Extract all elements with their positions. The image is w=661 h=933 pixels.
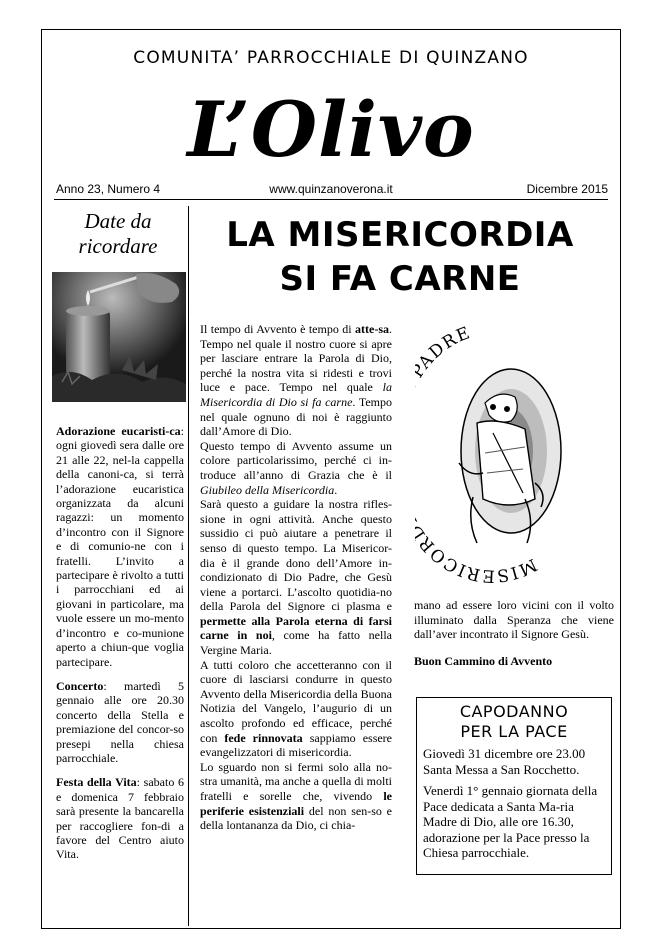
- article-column-1: [200, 322, 392, 833]
- article-paragraph: Sarà questo a guidare la nostra rifles-sione in ogni attività. Anche questo sussidio ci può aiutare a penetrare il senso di questo tempo. La Misericor-dia è il grande dono dell’Amore in-condizionato di Dio Padre, che Gesù viene a portarci. L’ascolto quotidia-no della Parola del Signore ci plasma e permette alla Parola eterna di farsi carne in noi, come ha fatto nella Vergine Maria.: [200, 497, 392, 658]
- community-header: COMUNITA’ PARROCCHIALE DI QUINZANO: [133, 48, 529, 68]
- sidebar-events: [56, 424, 184, 872]
- event-festa-vita: Festa della Vita: sabato 6 e domenica 7 febbraio sarà presente la bancarella per raccogliere fon-di a favore del Centro aiuto Vita.: [56, 775, 184, 862]
- capodanno-paragraph: Venerdì 1° gennaio giornata della Pace dedicata a Santa Ma-ria Madre di Dio, alle ore 16.30, adorazione per la Pace presso la Chiesa parrocchiale.: [423, 783, 598, 860]
- article-column-2: [414, 598, 614, 668]
- logo-ring-text: MISERICOR ADRE: [415, 322, 540, 583]
- sidebar-dates: [48, 206, 189, 926]
- article-closing: Buon Cammino di Avvento: [414, 653, 553, 668]
- event-adorazione: Adorazione eucaristi-ca: ogni giovedì sera dalle ore 21 alle 22, nel-la cappella della canoni-ca, si terrà l’adorazione eucaristica organizzata da alcuni ragazzi: un momento d’incontro con il Signore e di comunio-ne con i fratelli. L’invito a partecipare è rivolto a tutti i parrocchiani ed ai giovani in particolare, ma vuole essere un mo-mento d’incontro e co-munione aperto a chiun-que voglia partecipare.: [56, 424, 184, 669]
- masthead-title: L’Olivo: [187, 85, 475, 174]
- article-paragraph: Lo sguardo non si fermi solo alla no-stra umanità, ma anche a quella di molti fratelli e sorelle che, vivendo le periferie esistenziali del non sen-so e della lontananza da Dio, ci chia-: [200, 759, 392, 833]
- advent-candle-photo: [52, 272, 186, 402]
- issue-info-bar: [54, 182, 608, 200]
- sidebar-title: Date da ricordare: [78, 209, 158, 258]
- article-paragraph: Questo tempo di Avvento assume un colore particolarissimo, perché ci in-troduce all’anno di Grazia che è il Giubileo della Misericordia.: [200, 438, 392, 497]
- article-paragraph: mano ad essere loro vicini con il volto illuminato dalla Speranza che viene dall’aver incontrato il Signore Gesù.: [414, 598, 614, 642]
- capodanno-text: [417, 742, 611, 861]
- capodanno-title: CAPODANNO PER LA PACE: [459, 702, 569, 741]
- website-link[interactable]: www.quinzanoverona.it: [269, 182, 393, 196]
- issue-number: Anno 23, Numero 4: [56, 182, 161, 196]
- issue-date: Dicembre 2015: [526, 182, 608, 196]
- capodanno-box: [416, 697, 612, 875]
- article-paragraph: A tutti coloro che accetteranno con il cuore di lasciarsi condurre in questo Avvento della Misericordia della Buona Notizia del Vangelo, l’augurio di un ascolto profondo ed efficace, perché con fede rinnovata sappiamo essere evangelizzatori di misericordia.: [200, 657, 393, 760]
- newspaper-page: [41, 29, 621, 929]
- article-paragraph: Il tempo di Avvento è tempo di atte-sa. Tempo nel quale il nostro cuore si apre per lasciare entrare la Parola di Dio, perché la nostra vita si ridesti e trovi luce e pace. Tempo nel quale la Misericordia di Dio si fa carne. Tempo nel quale ognuno di noi è raggiunto dall’Amore di Dio.: [200, 322, 392, 439]
- capodanno-paragraph: Giovedì 31 dicembre ore 23.00 Santa Messa a San Rocchetto.: [423, 746, 586, 777]
- event-concerto: Concerto: martedì 5 gennaio alle ore 20.30 concerto della Stella e premiazione del concor-so presepi nella chiesa parrocchiale.: [56, 678, 184, 765]
- jubilee-mercy-logo: [415, 313, 567, 583]
- article-headline: LA MISERICORDIA SI FA CARNE: [226, 215, 574, 299]
